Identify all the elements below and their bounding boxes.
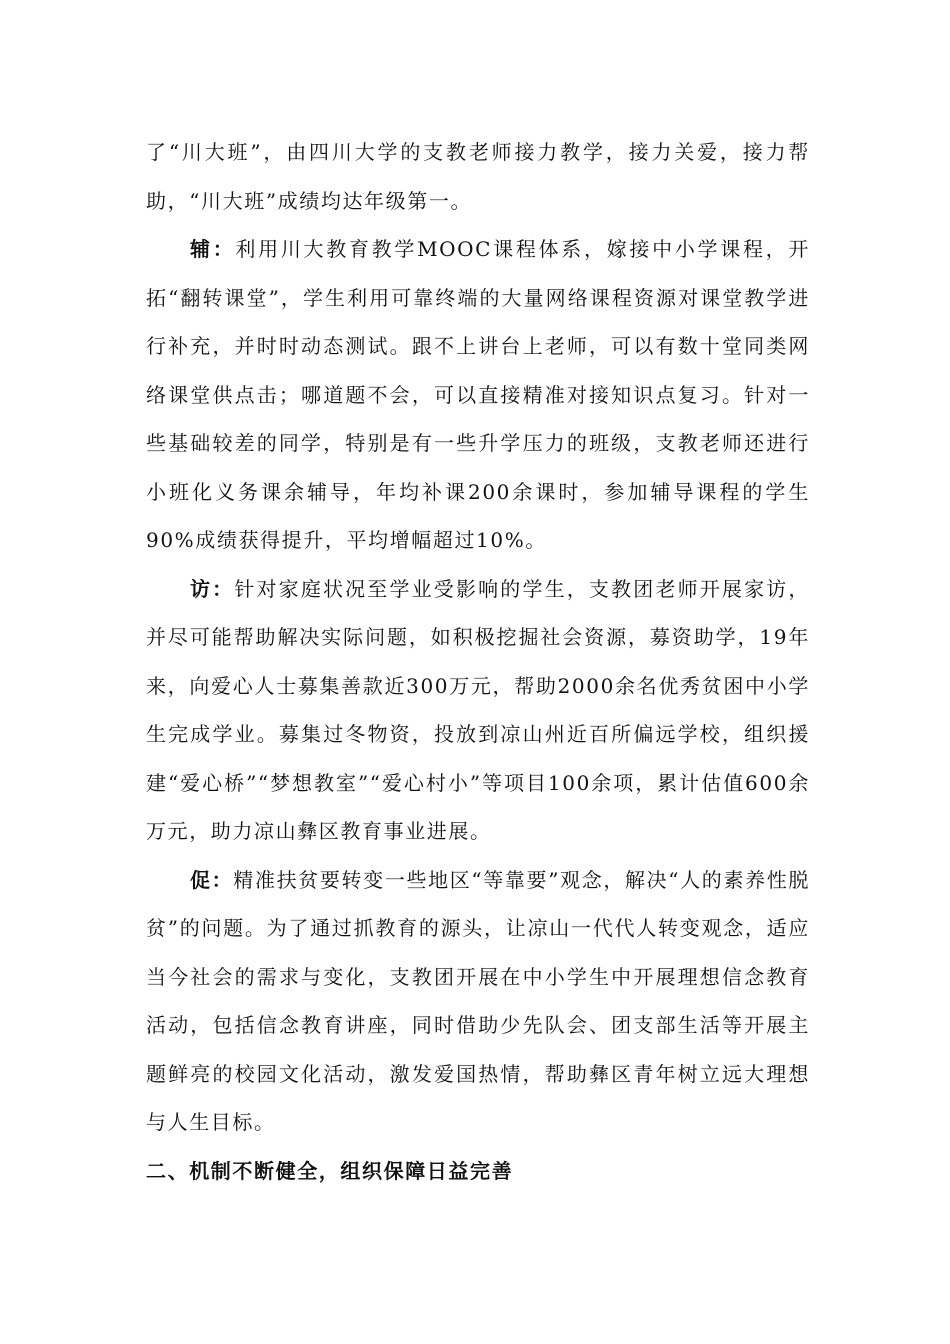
paragraph-lead: 访： xyxy=(190,576,235,601)
paragraph-cu xyxy=(146,856,810,1147)
paragraph-text: 精准扶贫要转变一些地区“等靠要”观念，解决“人的素养性脱贫”的问题。为了通过抓教育的源头，让凉山一代代人转变观念，适应当今社会的需求与变化，支教团开展在中小学生中开展理想信念教育活动，包括信念教育讲座，同时借助少先队会、团支部生活等开展主题鲜亮的校园文化活动，激发爱国热情，帮助彝区青年树立远大理想与人生目标。 xyxy=(146,867,810,1134)
paragraph-lead: 辅： xyxy=(190,237,236,261)
paragraph-continuation xyxy=(146,128,810,225)
paragraph-text: 针对家庭状况至学业受影响的学生，支教团老师开展家访，并尽可能帮助解决实际问题，如积极挖掘社会资源，募资助学，19年来，向爱心人士募集善款近300万元，帮助2000余名优秀贫困中小学生完成学业。募集过冬物资，投放到凉山州近百所偏远学校，组织援建“爱心桥”“梦想教室”“爱心村小”等项目100余项，累计估值600余万元，助力凉山彝区教育事业进展。 xyxy=(146,576,810,843)
paragraph-text: 了“川大班”，由四川大学的支教老师接力教学，接力关爱，接力帮助，“川大班”成绩均达年级第一。 xyxy=(146,140,810,213)
page-content xyxy=(146,128,810,1195)
paragraph-lead: 促： xyxy=(190,867,234,892)
paragraph-fang xyxy=(146,565,810,856)
paragraph-text: 利用川大教育教学MOOC课程体系，嫁接中小学课程，开拓“翻转课堂”，学生利用可靠终端的大量网络课程资源对课堂教学进行补充，并时时动态测试。跟不上讲台上老师，可以有数十堂同类网络课堂供点击；哪道题不会，可以直接精准对接知识点复习。针对一些基础较差的同学，特别是有一些升学压力的班级，支教老师还进行小班化义务课余辅导，年均补课200余课时，参加辅导课程的学生90%成绩获得提升，平均增幅超过10%。 xyxy=(146,237,810,552)
paragraph-fu xyxy=(146,225,810,565)
section-heading: 二、机制不断健全，组织保障日益完善 xyxy=(146,1158,514,1183)
